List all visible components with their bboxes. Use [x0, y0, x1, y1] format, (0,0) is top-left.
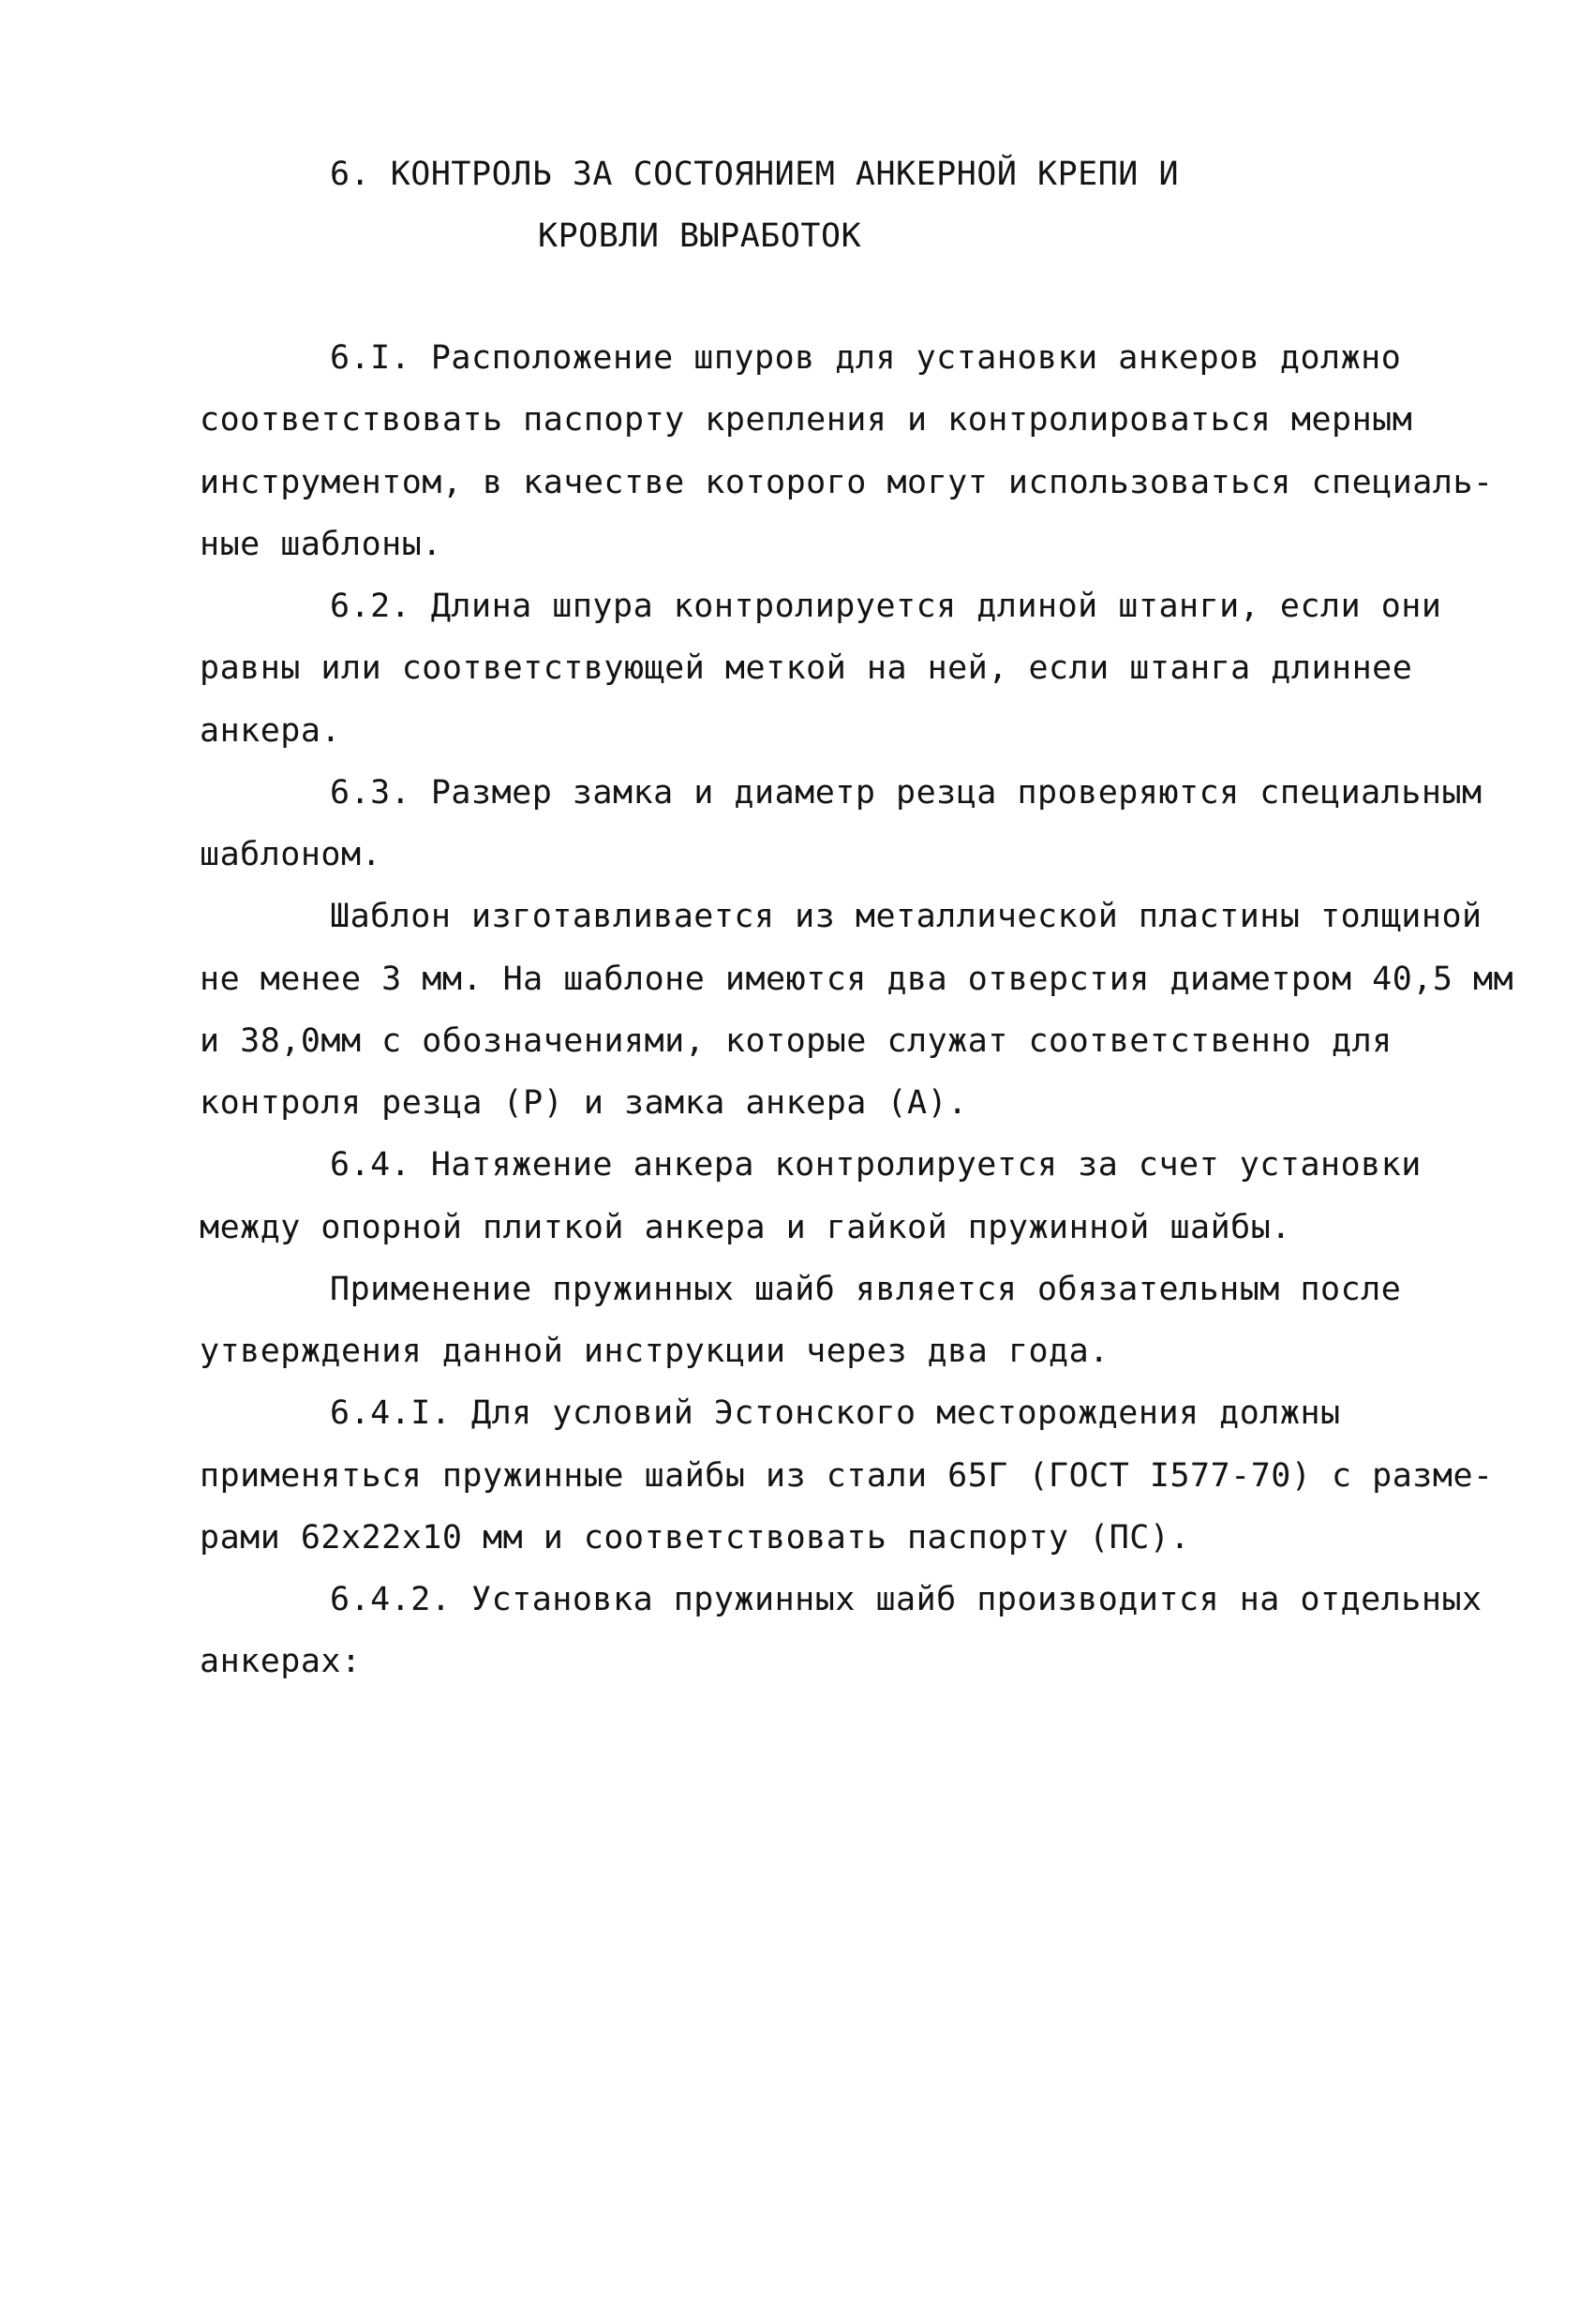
paragraph-6-4-line-1: 6.4. Натяжение анкера контролируется за счет установки	[330, 1146, 1422, 1184]
paragraph-6-4-line-2: между опорной плиткой анкера и гайкой пружинной шайбы.	[200, 1209, 1291, 1246]
paragraph-6-2-line-1: 6.2. Длина шпура контролируется длиной штанги, если они	[330, 588, 1442, 625]
paragraph-template-line-1: Шаблон изготавливается из металлической пластины толщиной	[330, 898, 1482, 935]
paragraph-6-4-1-line-3: рами 62х22х10 мм и соответствовать паспорту (ПС).	[200, 1519, 1191, 1557]
paragraph-6-3-line-2: шаблоном.	[200, 836, 382, 873]
paragraph-6-2-line-2: равны или соответствующей меткой на ней, если штанга длиннее	[200, 649, 1413, 687]
paragraph-6-4-2-line-2: анкерах:	[200, 1643, 362, 1680]
section-heading-line-2: КРОВЛИ ВЫРАБОТОК	[538, 217, 862, 255]
paragraph-spring-washers-line-1: Применение пружинных шайб является обязательным после	[330, 1271, 1402, 1308]
paragraph-6-2-line-3: анкера.	[200, 712, 342, 750]
paragraph-6-1-line-2: соответствовать паспорту крепления и контролироваться мерным	[200, 401, 1413, 439]
paragraph-6-1-line-4: ные шаблоны.	[200, 526, 442, 563]
paragraph-spring-washers-line-2: утверждения данной инструкции через два года.	[200, 1333, 1110, 1370]
paragraph-6-4-1-line-2: применяться пружинные шайбы из стали 65Г (ГОСТ I577-70) с разме-	[200, 1457, 1494, 1495]
paragraph-6-1-line-1: 6.I. Расположение шпуров для установки анкеров должно	[330, 339, 1402, 377]
paragraph-6-4-1-line-1: 6.4.I. Для условий Эстонского месторождения должны	[330, 1394, 1341, 1432]
paragraph-template-line-3: и 38,0мм с обозначениями, которые служат соответственно для	[200, 1022, 1393, 1060]
paragraph-template-line-2: не менее 3 мм. На шаблоне имеются два отверстия диаметром 40,5 мм	[200, 961, 1514, 998]
paragraph-6-3-line-1: 6.3. Размер замка и диаметр резца проверяются специальным	[330, 774, 1482, 812]
section-heading-line-1: 6. КОНТРОЛЬ ЗА СОСТОЯНИЕМ АНКЕРНОЙ КРЕПИ И	[330, 156, 1180, 193]
paragraph-template-line-4: контроля резца (Р) и замка анкера (А).	[200, 1084, 968, 1122]
paragraph-6-4-2-line-1: 6.4.2. Установка пружинных шайб производится на отдельных	[330, 1581, 1482, 1618]
paragraph-6-1-line-3: инструментом, в качестве которого могут использоваться специаль-	[200, 464, 1494, 501]
